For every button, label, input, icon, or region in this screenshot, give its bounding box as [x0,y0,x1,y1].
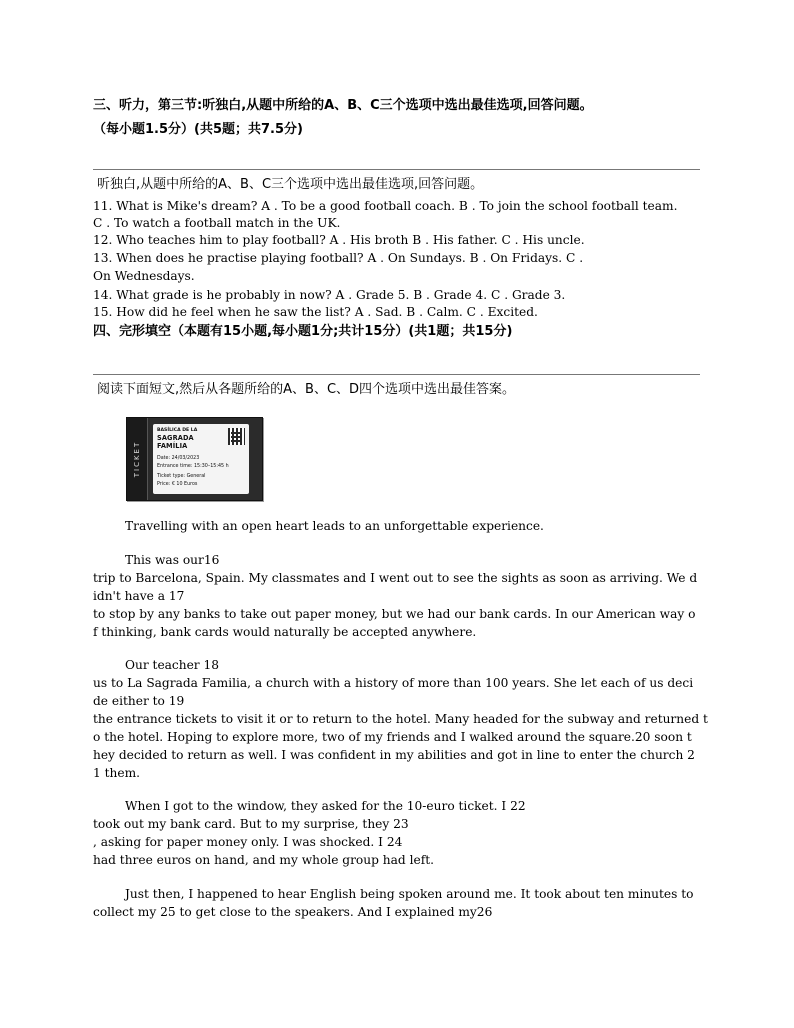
passage-line: the entrance tickets to visit it or to return to the hotel. Many headed for the subway and returned t [93,712,708,726]
passage-line: de either to 19 [93,694,185,708]
passage-line: had three euros on hand, and my whole group had left. [93,853,434,867]
divider-rule [93,169,700,170]
passage-line: idn't have a 17 [93,589,185,603]
passage-line: us to La Sagrada Familia, a church with a history of more than 100 years. She let each of us deci [93,676,694,690]
passage-line: Our teacher 18 [125,658,220,672]
ticket-image [126,417,263,501]
passage-line: This was our16 [125,553,220,567]
passage-line: hey decided to return as well. I was confident in my abilities and got in line to enter the church 2 [93,748,695,762]
ticket-entrance: Entrance time: 15:30–15:45 h [157,464,229,469]
question-line: 12. Who teaches him to play football? A . His broth B . His father. C . His uncle. [93,233,585,247]
passage-line: o the hotel. Hoping to explore more, two of my friends and I walked around the square.20 soon t [93,730,692,744]
ticket-name-line2: FAMÍLIA [157,442,188,450]
ticket-side-strip [127,418,148,500]
passage-line: When I got to the window, they asked for the 10-euro ticket. I 22 [125,799,526,813]
ticket-side-text: TICKET [133,440,141,478]
question-line: 13. When does he practise playing football? A . On Sundays. B . On Fridays. C . [93,251,584,265]
passage-line: 1 them. [93,766,141,780]
passage-line: Just then, I happened to hear English being spoken around me. It took about ten minutes to [125,887,694,901]
ticket-price: Price: € 10 Euros [157,482,198,487]
question-line: 14. What grade is he probably in now? A . Grade 5. B . Grade 4. C . Grade 3. [93,288,566,302]
ticket-date: Date: 24/03/2023 [157,456,200,461]
section3-title-line2: （每小题1.5分）(共5题；共7.5分) [93,122,303,137]
ticket-card [153,424,249,494]
passage-line: f thinking, bank cards would naturally be accepted anywhere. [93,625,477,639]
passage-title: Travelling with an open heart leads to an unforgettable experience. [125,519,544,533]
section3-instruction: 听独白,从题中所给的A、B、C三个选项中选出最佳选项,回答问题。 [97,177,484,192]
passage-line: collect my 25 to get close to the speakers. And I explained my26 [93,905,493,919]
ticket-type: Ticket type: General [157,474,206,479]
ticket-name-line1: SAGRADA [157,434,194,442]
question-line: 11. What is Mike's dream? A . To be a good football coach. B . To join the school football team. [93,199,678,213]
section3-title-line1: 三、听力，第三节:听独白,从题中所给的A、B、C三个选项中选出最佳选项,回答问题。 [93,98,593,113]
passage-line: to stop by any banks to take out paper money, but we had our bank cards. In our American way o [93,607,696,621]
divider-rule [93,374,700,375]
question-line: 15. How did he feel when he saw the list? A . Sad. B . Calm. C . Excited. [93,305,538,319]
section4-title: 四、完形填空（本题有15小题,每小题1分;共计15分）(共1题；共15分) [93,324,513,339]
passage-line: , asking for paper money only. I was shocked. I 24 [93,835,403,849]
qr-code-icon [228,428,245,445]
passage-line: took out my bank card. But to my surprise, they 23 [93,817,409,831]
passage-line: trip to Barcelona, Spain. My classmates and I went out to see the sights as soon as arriving. We d [93,571,698,585]
section4-instruction: 阅读下面短文,然后从各题所给的A、B、C、D四个选项中选出最佳答案。 [97,382,516,397]
ticket-header: BASÍLICA DE LA [157,428,198,433]
question-line: C . To watch a football match in the UK. [93,216,341,230]
question-line: On Wednesdays. [93,269,195,283]
